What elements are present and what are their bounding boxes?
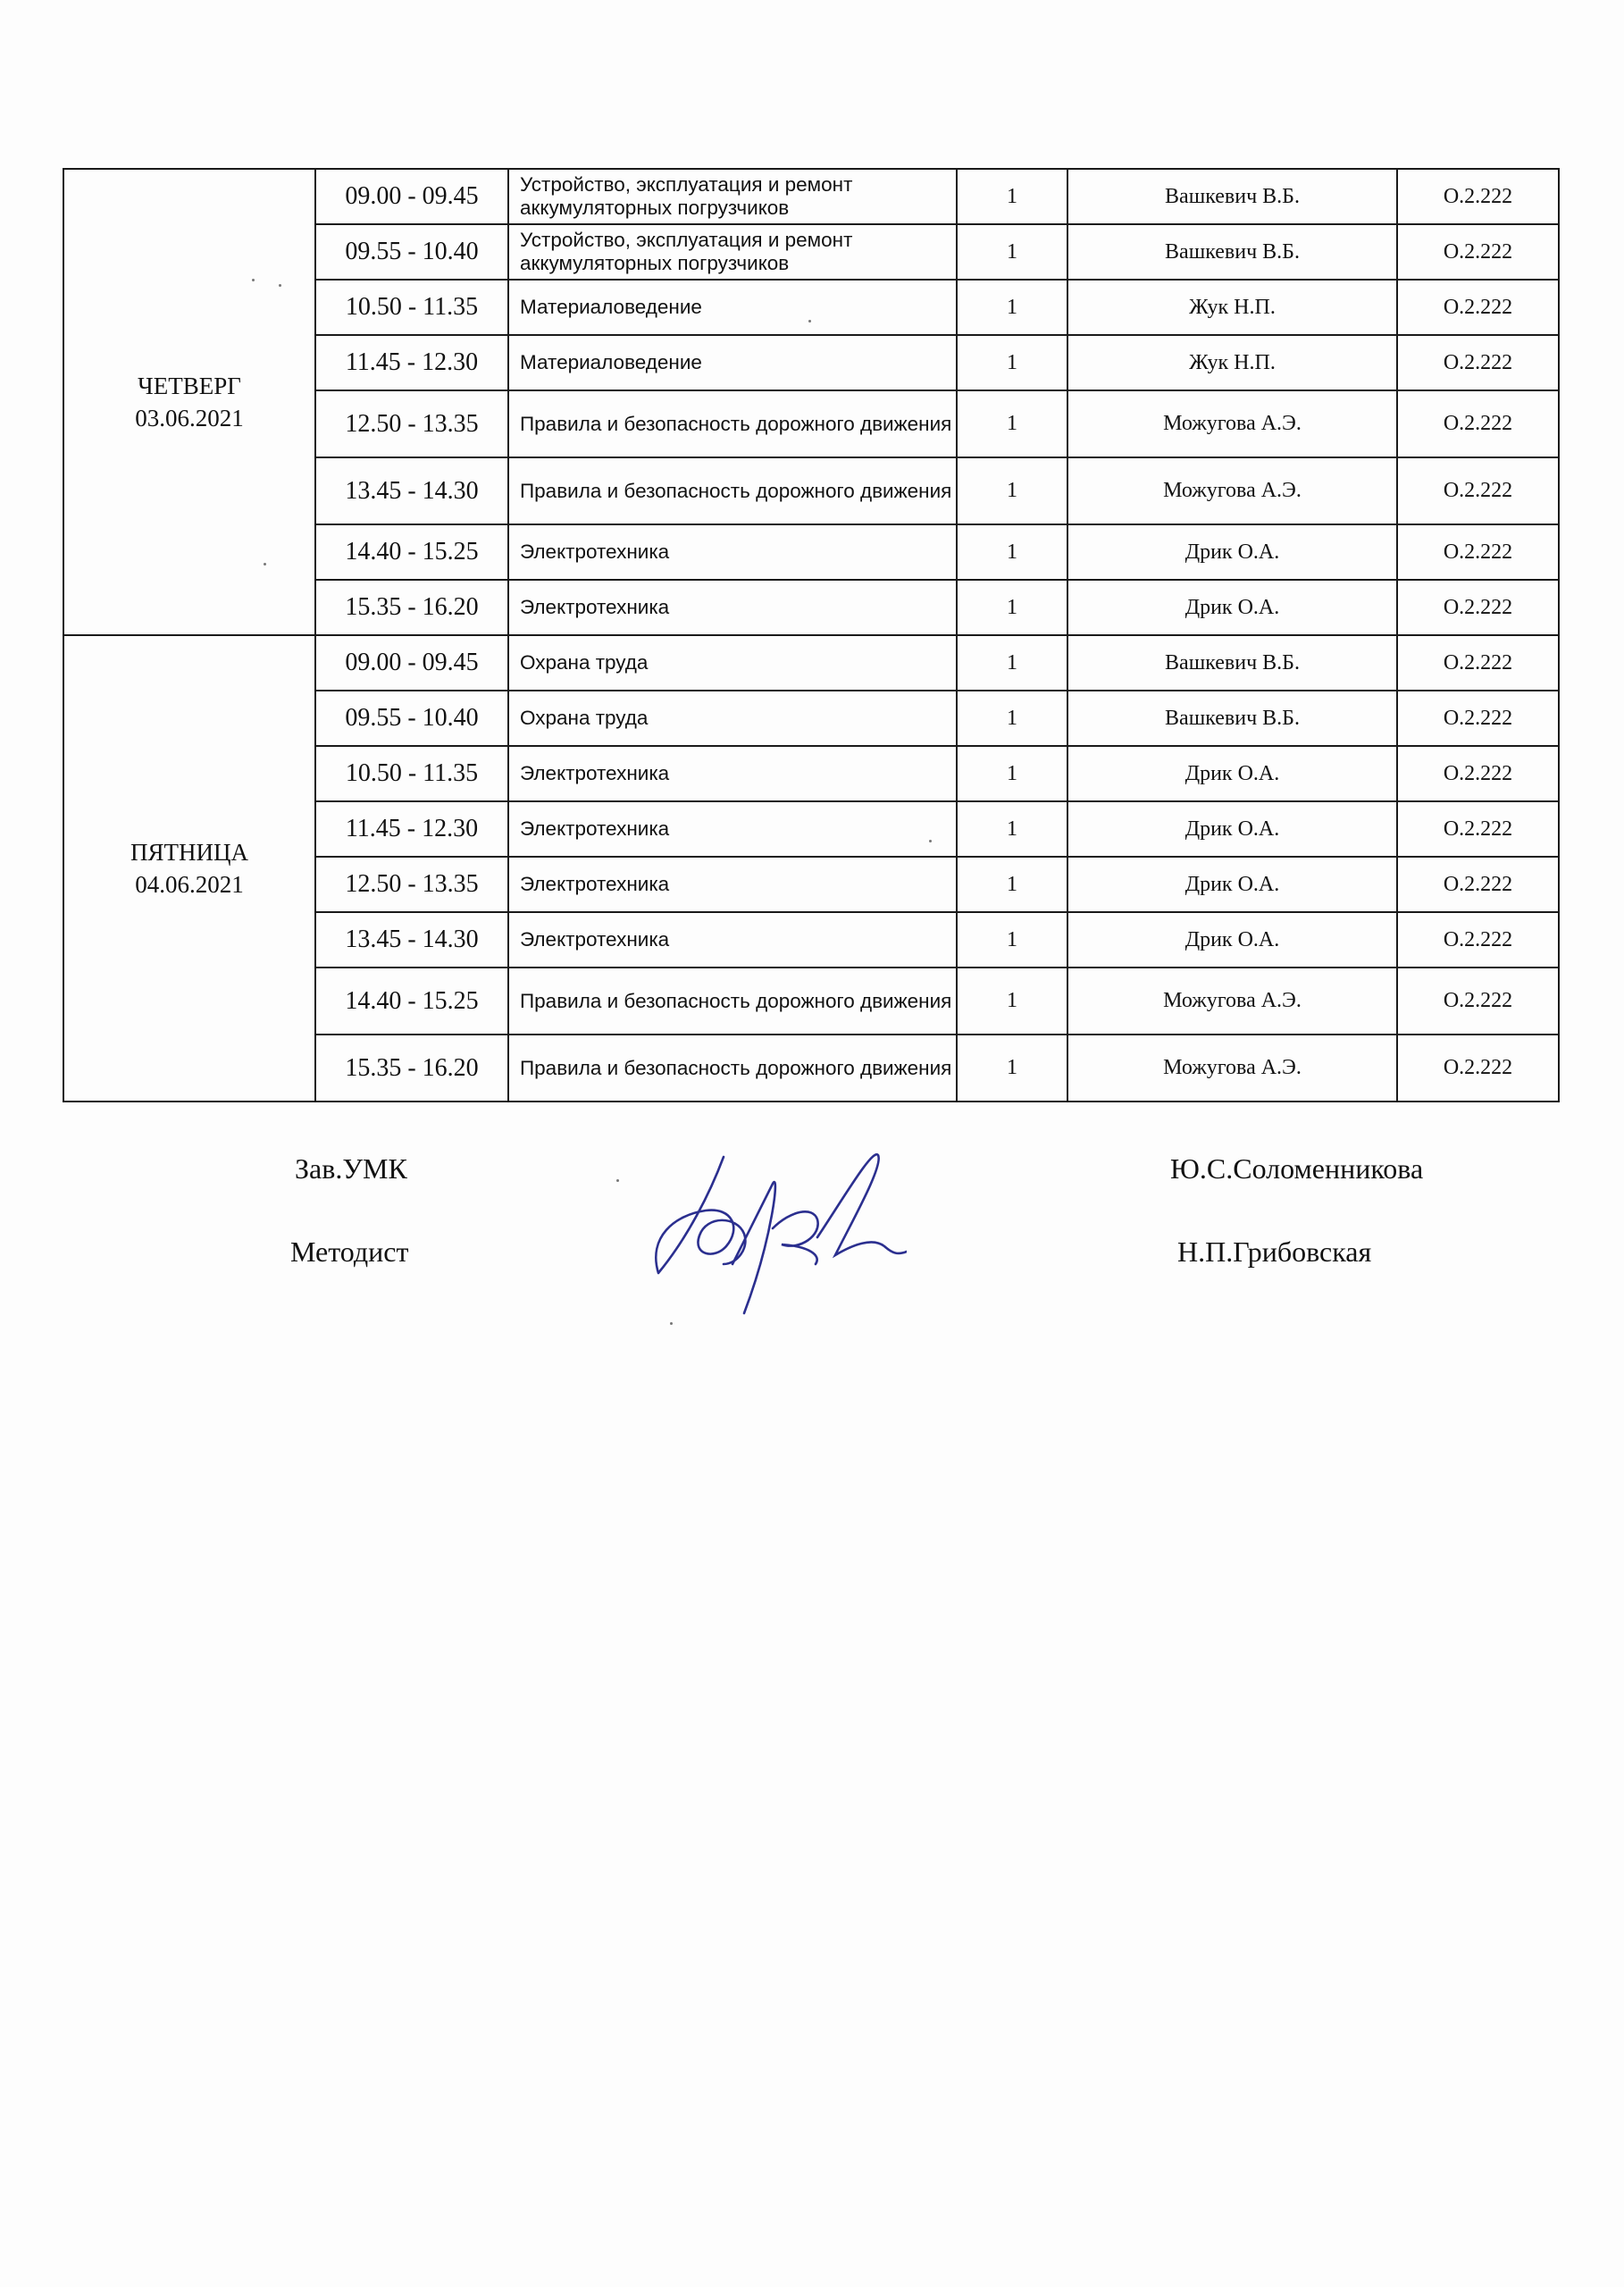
- lesson-time: 14.40 - 15.25: [315, 968, 508, 1035]
- lesson-time: 11.45 - 12.30: [315, 801, 508, 857]
- methodist-title: Методист: [290, 1236, 409, 1268]
- lesson-room: О.2.222: [1397, 1035, 1559, 1102]
- lesson-hours: 1: [957, 457, 1067, 524]
- lesson-subject: Электротехника: [508, 580, 957, 635]
- lesson-room: О.2.222: [1397, 635, 1559, 691]
- lesson-subject: Правила и безопасность дорожного движения: [508, 390, 957, 457]
- lesson-room: О.2.222: [1397, 968, 1559, 1035]
- lesson-hours: 1: [957, 691, 1067, 746]
- lesson-time: 12.50 - 13.35: [315, 857, 508, 912]
- lesson-subject: Электротехника: [508, 801, 957, 857]
- lesson-hours: 1: [957, 580, 1067, 635]
- table-row: [63, 169, 1559, 224]
- lesson-teacher: Вашкевич В.Б.: [1067, 635, 1397, 691]
- lesson-room: О.2.222: [1397, 912, 1559, 968]
- lesson-subject: Охрана труда: [508, 635, 957, 691]
- scan-speck: [264, 563, 266, 565]
- lesson-hours: 1: [957, 524, 1067, 580]
- lesson-room: О.2.222: [1397, 457, 1559, 524]
- lesson-time: 09.00 - 09.45: [315, 635, 508, 691]
- lesson-teacher: Дрик О.А.: [1067, 857, 1397, 912]
- lesson-subject: Материаловедение: [508, 335, 957, 390]
- scan-speck: [808, 320, 811, 323]
- lesson-room: О.2.222: [1397, 169, 1559, 224]
- schedule-table: [63, 168, 1560, 1102]
- lesson-time: 15.35 - 16.20: [315, 580, 508, 635]
- lesson-time: 09.00 - 09.45: [315, 169, 508, 224]
- lesson-teacher: Можугова А.Э.: [1067, 457, 1397, 524]
- lesson-hours: 1: [957, 746, 1067, 801]
- methodist-name: Н.П.Грибовская: [1177, 1236, 1372, 1268]
- lesson-hours: 1: [957, 857, 1067, 912]
- lesson-room: О.2.222: [1397, 390, 1559, 457]
- lesson-hours: 1: [957, 912, 1067, 968]
- lesson-subject: Охрана труда: [508, 691, 957, 746]
- day-name: ПЯТНИЦА: [130, 839, 248, 866]
- lesson-time: 13.45 - 14.30: [315, 457, 508, 524]
- scan-speck: [670, 1322, 673, 1325]
- lesson-teacher: Вашкевич В.Б.: [1067, 691, 1397, 746]
- lesson-teacher: Вашкевич В.Б.: [1067, 224, 1397, 280]
- lesson-room: О.2.222: [1397, 857, 1559, 912]
- lesson-hours: 1: [957, 801, 1067, 857]
- lesson-room: О.2.222: [1397, 335, 1559, 390]
- lesson-room: О.2.222: [1397, 524, 1559, 580]
- lesson-teacher: Дрик О.А.: [1067, 524, 1397, 580]
- lesson-time: 10.50 - 11.35: [315, 746, 508, 801]
- lesson-teacher: Можугова А.Э.: [1067, 968, 1397, 1035]
- lesson-time: 11.45 - 12.30: [315, 335, 508, 390]
- lesson-room: О.2.222: [1397, 746, 1559, 801]
- lesson-hours: 1: [957, 968, 1067, 1035]
- lesson-teacher: Дрик О.А.: [1067, 912, 1397, 968]
- day-cell: [63, 169, 315, 635]
- day-date: 04.06.2021: [135, 871, 244, 898]
- lesson-time: 09.55 - 10.40: [315, 691, 508, 746]
- lesson-subject: Электротехника: [508, 857, 957, 912]
- scan-speck: [279, 284, 281, 287]
- day-cell: [63, 635, 315, 1102]
- lesson-subject: Материаловедение: [508, 280, 957, 335]
- lesson-subject: Электротехника: [508, 524, 957, 580]
- lesson-room: О.2.222: [1397, 691, 1559, 746]
- lesson-teacher: Дрик О.А.: [1067, 746, 1397, 801]
- lesson-room: О.2.222: [1397, 224, 1559, 280]
- handwritten-signature: [639, 1130, 907, 1336]
- day-name: ЧЕТВЕРГ: [138, 373, 241, 399]
- day-date: 03.06.2021: [135, 405, 244, 431]
- lesson-teacher: Жук Н.П.: [1067, 280, 1397, 335]
- lesson-room: О.2.222: [1397, 280, 1559, 335]
- lesson-time: 10.50 - 11.35: [315, 280, 508, 335]
- lesson-hours: 1: [957, 335, 1067, 390]
- lesson-subject: Правила и безопасность дорожного движения: [508, 1035, 957, 1102]
- lesson-time: 14.40 - 15.25: [315, 524, 508, 580]
- lesson-subject: Устройство, эксплуатация и ремонт аккумуляторных погрузчиков: [508, 169, 957, 224]
- table-row: [63, 635, 1559, 691]
- lesson-subject: Электротехника: [508, 912, 957, 968]
- lesson-hours: 1: [957, 169, 1067, 224]
- lesson-hours: 1: [957, 390, 1067, 457]
- lesson-time: 12.50 - 13.35: [315, 390, 508, 457]
- lesson-time: 15.35 - 16.20: [315, 1035, 508, 1102]
- lesson-time: 13.45 - 14.30: [315, 912, 508, 968]
- lesson-room: О.2.222: [1397, 801, 1559, 857]
- scan-speck: [616, 1179, 619, 1182]
- lesson-subject: Правила и безопасность дорожного движения: [508, 457, 957, 524]
- head-name: Ю.С.Соломенникова: [1170, 1152, 1424, 1185]
- schedule-body: [63, 169, 1559, 1102]
- lesson-subject: Устройство, эксплуатация и ремонт аккумуляторных погрузчиков: [508, 224, 957, 280]
- lesson-hours: 1: [957, 1035, 1067, 1102]
- scan-speck: [252, 279, 255, 281]
- lesson-subject: Правила и безопасность дорожного движения: [508, 968, 957, 1035]
- lesson-teacher: Жук Н.П.: [1067, 335, 1397, 390]
- lesson-teacher: Дрик О.А.: [1067, 580, 1397, 635]
- head-title: Зав.УМК: [295, 1152, 407, 1185]
- lesson-teacher: Можугова А.Э.: [1067, 1035, 1397, 1102]
- lesson-hours: 1: [957, 635, 1067, 691]
- lesson-time: 09.55 - 10.40: [315, 224, 508, 280]
- lesson-teacher: Дрик О.А.: [1067, 801, 1397, 857]
- lesson-subject: Электротехника: [508, 746, 957, 801]
- scan-speck: [929, 840, 932, 842]
- lesson-teacher: Можугова А.Э.: [1067, 390, 1397, 457]
- lesson-hours: 1: [957, 224, 1067, 280]
- lesson-teacher: Вашкевич В.Б.: [1067, 169, 1397, 224]
- lesson-room: О.2.222: [1397, 580, 1559, 635]
- lesson-hours: 1: [957, 280, 1067, 335]
